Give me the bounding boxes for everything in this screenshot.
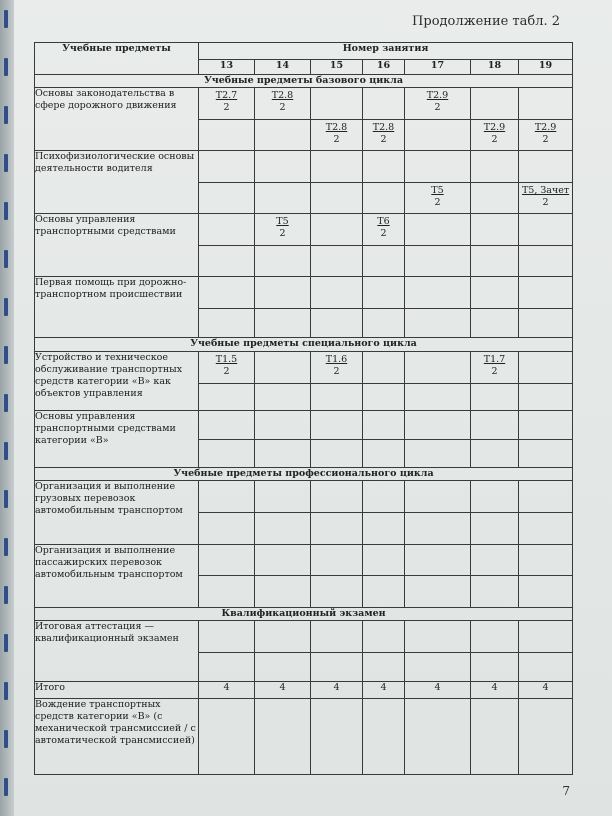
schedule-cell [199, 277, 255, 309]
schedule-cell [255, 481, 311, 513]
subjects-column-header: Учебные предметы [35, 43, 199, 75]
binding-mark [4, 154, 8, 172]
schedule-cell [471, 277, 519, 309]
subject-freight-transport: Организация и выполнение грузовых перевозок автомобильным транспортом [35, 481, 199, 544]
subject-traffic-law: Основы законодательства в сфере дорожного движения [35, 88, 199, 151]
schedule-cell [199, 383, 255, 410]
table-continuation-header: Продолжение табл. 2 [412, 14, 560, 29]
section-heading-exam: Квалификационный экзамен [35, 607, 573, 621]
schedule-cell [199, 481, 255, 513]
subject-vehicle-control: Основы управления транспортными средствами [35, 214, 199, 277]
topic-code: Т5 [431, 184, 444, 196]
section-heading-professional: Учебные предметы профессионального цикла [35, 467, 573, 481]
schedule-cell [199, 699, 255, 775]
session-number: 18 [471, 59, 519, 74]
subject-vehicle-control-category-b: Основы управления транспортными средствами категории «В» [35, 411, 199, 468]
schedule-cell [471, 383, 519, 410]
schedule-cell [519, 245, 573, 277]
schedule-cell [255, 277, 311, 309]
schedule-cell [311, 481, 363, 513]
binding-mark [4, 778, 8, 796]
total-value: 4 [519, 682, 573, 699]
schedule-cell [255, 411, 311, 440]
schedule-cell [471, 440, 519, 467]
schedule-cell [405, 699, 471, 775]
schedule-cell [471, 652, 519, 681]
hours-value: 2 [223, 366, 230, 378]
binding-mark [4, 538, 8, 556]
schedule-cell [199, 309, 255, 338]
schedule-cell [199, 652, 255, 681]
schedule-cell [363, 576, 405, 608]
schedule-cell [519, 309, 573, 338]
schedule-cell [471, 513, 519, 545]
hours-value: 2 [542, 133, 549, 145]
topic-code: Т6 [377, 216, 390, 228]
topic-code: Т2.8 [372, 121, 395, 133]
schedule-cell [471, 119, 519, 151]
schedule-cell [519, 513, 573, 545]
topic-code: Т1.7 [483, 354, 506, 366]
subject-final-exam: Итоговая аттестация — квалификационный экзамен [35, 621, 199, 682]
binding-mark [4, 346, 8, 364]
schedule-cell [199, 621, 255, 653]
schedule-cell [363, 544, 405, 576]
binding-mark [4, 730, 8, 748]
total-value: 4 [311, 682, 363, 699]
session-number: 14 [255, 59, 311, 74]
schedule-cell [255, 182, 311, 214]
schedule-cell [519, 277, 573, 309]
schedule-cell [311, 277, 363, 309]
hours-value: 2 [491, 366, 498, 378]
schedule-cell [519, 151, 573, 183]
schedule-cell [405, 182, 471, 214]
hours-value: 2 [333, 366, 340, 378]
schedule-cell [363, 481, 405, 513]
topic-code: Т1.5 [215, 354, 238, 366]
schedule-cell [405, 119, 471, 151]
schedule-cell [255, 151, 311, 183]
binding-mark [4, 634, 8, 652]
schedule-cell [255, 513, 311, 545]
schedule-cell [471, 699, 519, 775]
session-number: 13 [199, 59, 255, 74]
schedule-cell [405, 652, 471, 681]
session-number: 16 [363, 59, 405, 74]
topic-code: Т2.7 [215, 90, 238, 102]
schedule-cell [405, 214, 471, 246]
schedule-cell [363, 182, 405, 214]
topic-code: Т2.8 [271, 90, 294, 102]
schedule-cell [471, 621, 519, 653]
schedule-cell [363, 245, 405, 277]
hours-value: 2 [542, 196, 549, 208]
subject-passenger-transport: Организация и выполнение пассажирских перевозок автомобильным транспортом [35, 544, 199, 607]
hours-value: 2 [333, 133, 340, 145]
schedule-cell [311, 440, 363, 467]
schedule-cell [255, 245, 311, 277]
schedule-cell [255, 440, 311, 467]
schedule-cell [311, 182, 363, 214]
schedule-cell [405, 621, 471, 653]
page-number: 7 [562, 784, 570, 798]
schedule-cell [363, 699, 405, 775]
schedule-cell [363, 621, 405, 653]
schedule-cell [311, 699, 363, 775]
schedule-cell [519, 214, 573, 246]
session-number-header: Номер занятия [199, 43, 573, 60]
schedule-cell [519, 440, 573, 467]
schedule-cell [519, 481, 573, 513]
schedule-cell [199, 544, 255, 576]
total-value: 4 [405, 682, 471, 699]
schedule-cell [405, 411, 471, 440]
schedule-cell [199, 352, 255, 384]
schedule-cell [255, 214, 311, 246]
schedule-cell [255, 699, 311, 775]
schedule-cell [255, 352, 311, 384]
schedule-cell [255, 88, 311, 120]
schedule-cell [199, 214, 255, 246]
schedule-cell [471, 309, 519, 338]
schedule-cell [471, 544, 519, 576]
schedule-cell [255, 576, 311, 608]
schedule-cell [363, 277, 405, 309]
total-row-label: Итого [35, 682, 199, 699]
schedule-cell [255, 309, 311, 338]
hours-value: 2 [279, 228, 286, 240]
topic-code: Т2.8 [325, 121, 348, 133]
hours-value: 2 [434, 102, 441, 114]
schedule-cell [471, 352, 519, 384]
schedule-cell [363, 119, 405, 151]
schedule-cell [255, 652, 311, 681]
schedule-cell [199, 88, 255, 120]
binding-mark [4, 682, 8, 700]
schedule-cell [199, 411, 255, 440]
total-value: 4 [471, 682, 519, 699]
schedule-cell [311, 621, 363, 653]
schedule-cell [363, 411, 405, 440]
schedule-cell [519, 652, 573, 681]
hours-value: 2 [380, 228, 387, 240]
topic-code: Т2.9 [534, 121, 557, 133]
schedule-cell [363, 440, 405, 467]
schedule-cell [311, 383, 363, 410]
subject-vehicle-maintenance: Устройство и техническое обслуживание транспортных средств категории «В» как объектов управления [35, 352, 199, 411]
schedule-cell [363, 352, 405, 384]
schedule-cell [405, 576, 471, 608]
binding-mark [4, 106, 8, 124]
topic-code: Т2.9 [483, 121, 506, 133]
total-value: 4 [255, 682, 311, 699]
schedule-cell [519, 699, 573, 775]
topic-code: Т1.6 [325, 354, 348, 366]
schedule-cell [519, 352, 573, 384]
schedule-cell [519, 411, 573, 440]
topic-code: Т5 [276, 216, 289, 228]
schedule-cell [311, 119, 363, 151]
hours-value: 2 [434, 196, 441, 208]
schedule-table [34, 42, 573, 775]
schedule-cell [471, 214, 519, 246]
schedule-cell [471, 411, 519, 440]
section-heading-special: Учебные предметы специального цикла [35, 338, 573, 352]
schedule-cell [471, 151, 519, 183]
schedule-cell [405, 352, 471, 384]
schedule-cell [519, 576, 573, 608]
binding-mark [4, 586, 8, 604]
schedule-cell [405, 151, 471, 183]
schedule-cell [255, 621, 311, 653]
hours-value: 2 [380, 133, 387, 145]
schedule-cell [311, 576, 363, 608]
schedule-cell [311, 352, 363, 384]
binding-mark [4, 490, 8, 508]
section-heading-base: Учебные предметы базового цикла [35, 74, 573, 88]
schedule-cell [471, 88, 519, 120]
schedule-cell [519, 88, 573, 120]
schedule-cell [405, 88, 471, 120]
schedule-cell [519, 544, 573, 576]
hours-value: 2 [491, 133, 498, 145]
schedule-cell [405, 544, 471, 576]
total-value: 4 [199, 682, 255, 699]
schedule-cell [199, 245, 255, 277]
schedule-cell [199, 513, 255, 545]
schedule-cell [199, 576, 255, 608]
schedule-cell [199, 151, 255, 183]
schedule-cell [363, 383, 405, 410]
schedule-cell [199, 182, 255, 214]
schedule-cell [363, 214, 405, 246]
schedule-cell [519, 119, 573, 151]
hours-value: 2 [279, 102, 286, 114]
schedule-cell [405, 383, 471, 410]
binding-mark [4, 298, 8, 316]
schedule-cell [519, 621, 573, 653]
schedule-cell [363, 652, 405, 681]
schedule-cell [255, 383, 311, 410]
schedule-cell [311, 151, 363, 183]
schedule-cell [471, 182, 519, 214]
schedule-cell [311, 513, 363, 545]
topic-code: Т2.9 [426, 90, 449, 102]
topic-code: Т5, Зачет [521, 184, 570, 196]
schedule-cell [199, 440, 255, 467]
schedule-cell [363, 309, 405, 338]
schedule-cell [471, 481, 519, 513]
hours-value: 2 [223, 102, 230, 114]
schedule-cell [405, 513, 471, 545]
schedule-cell [363, 88, 405, 120]
binding-mark [4, 58, 8, 76]
binding-mark [4, 250, 8, 268]
session-number: 15 [311, 59, 363, 74]
subject-first-aid: Первая помощь при дорожно-транспортном происшествии [35, 277, 199, 338]
subject-psychophysiology: Психофизиологические основы деятельности водителя [35, 151, 199, 214]
session-number: 19 [519, 59, 573, 74]
session-number: 17 [405, 59, 471, 74]
schedule-cell [405, 277, 471, 309]
schedule-cell [311, 214, 363, 246]
schedule-cell [519, 383, 573, 410]
binding-mark [4, 202, 8, 220]
schedule-cell [363, 151, 405, 183]
schedule-cell [255, 544, 311, 576]
schedule-cell [471, 245, 519, 277]
schedule-cell [311, 411, 363, 440]
total-value: 4 [363, 682, 405, 699]
schedule-cell [519, 182, 573, 214]
schedule-cell [405, 440, 471, 467]
schedule-cell [311, 652, 363, 681]
schedule-cell [471, 576, 519, 608]
schedule-cell [199, 119, 255, 151]
subject-driving: Вождение транспортных средств категории «В» (с механической трансмиссией / с автоматической трансмиссией) [35, 699, 199, 775]
schedule-cell [405, 481, 471, 513]
schedule-cell [311, 88, 363, 120]
schedule-cell [255, 119, 311, 151]
schedule-cell [311, 544, 363, 576]
schedule-cell [363, 513, 405, 545]
schedule-cell [311, 245, 363, 277]
schedule-cell [405, 245, 471, 277]
binding-mark [4, 442, 8, 460]
binding-mark [4, 394, 8, 412]
schedule-cell [405, 309, 471, 338]
schedule-cell [311, 309, 363, 338]
binding-mark [4, 10, 8, 28]
